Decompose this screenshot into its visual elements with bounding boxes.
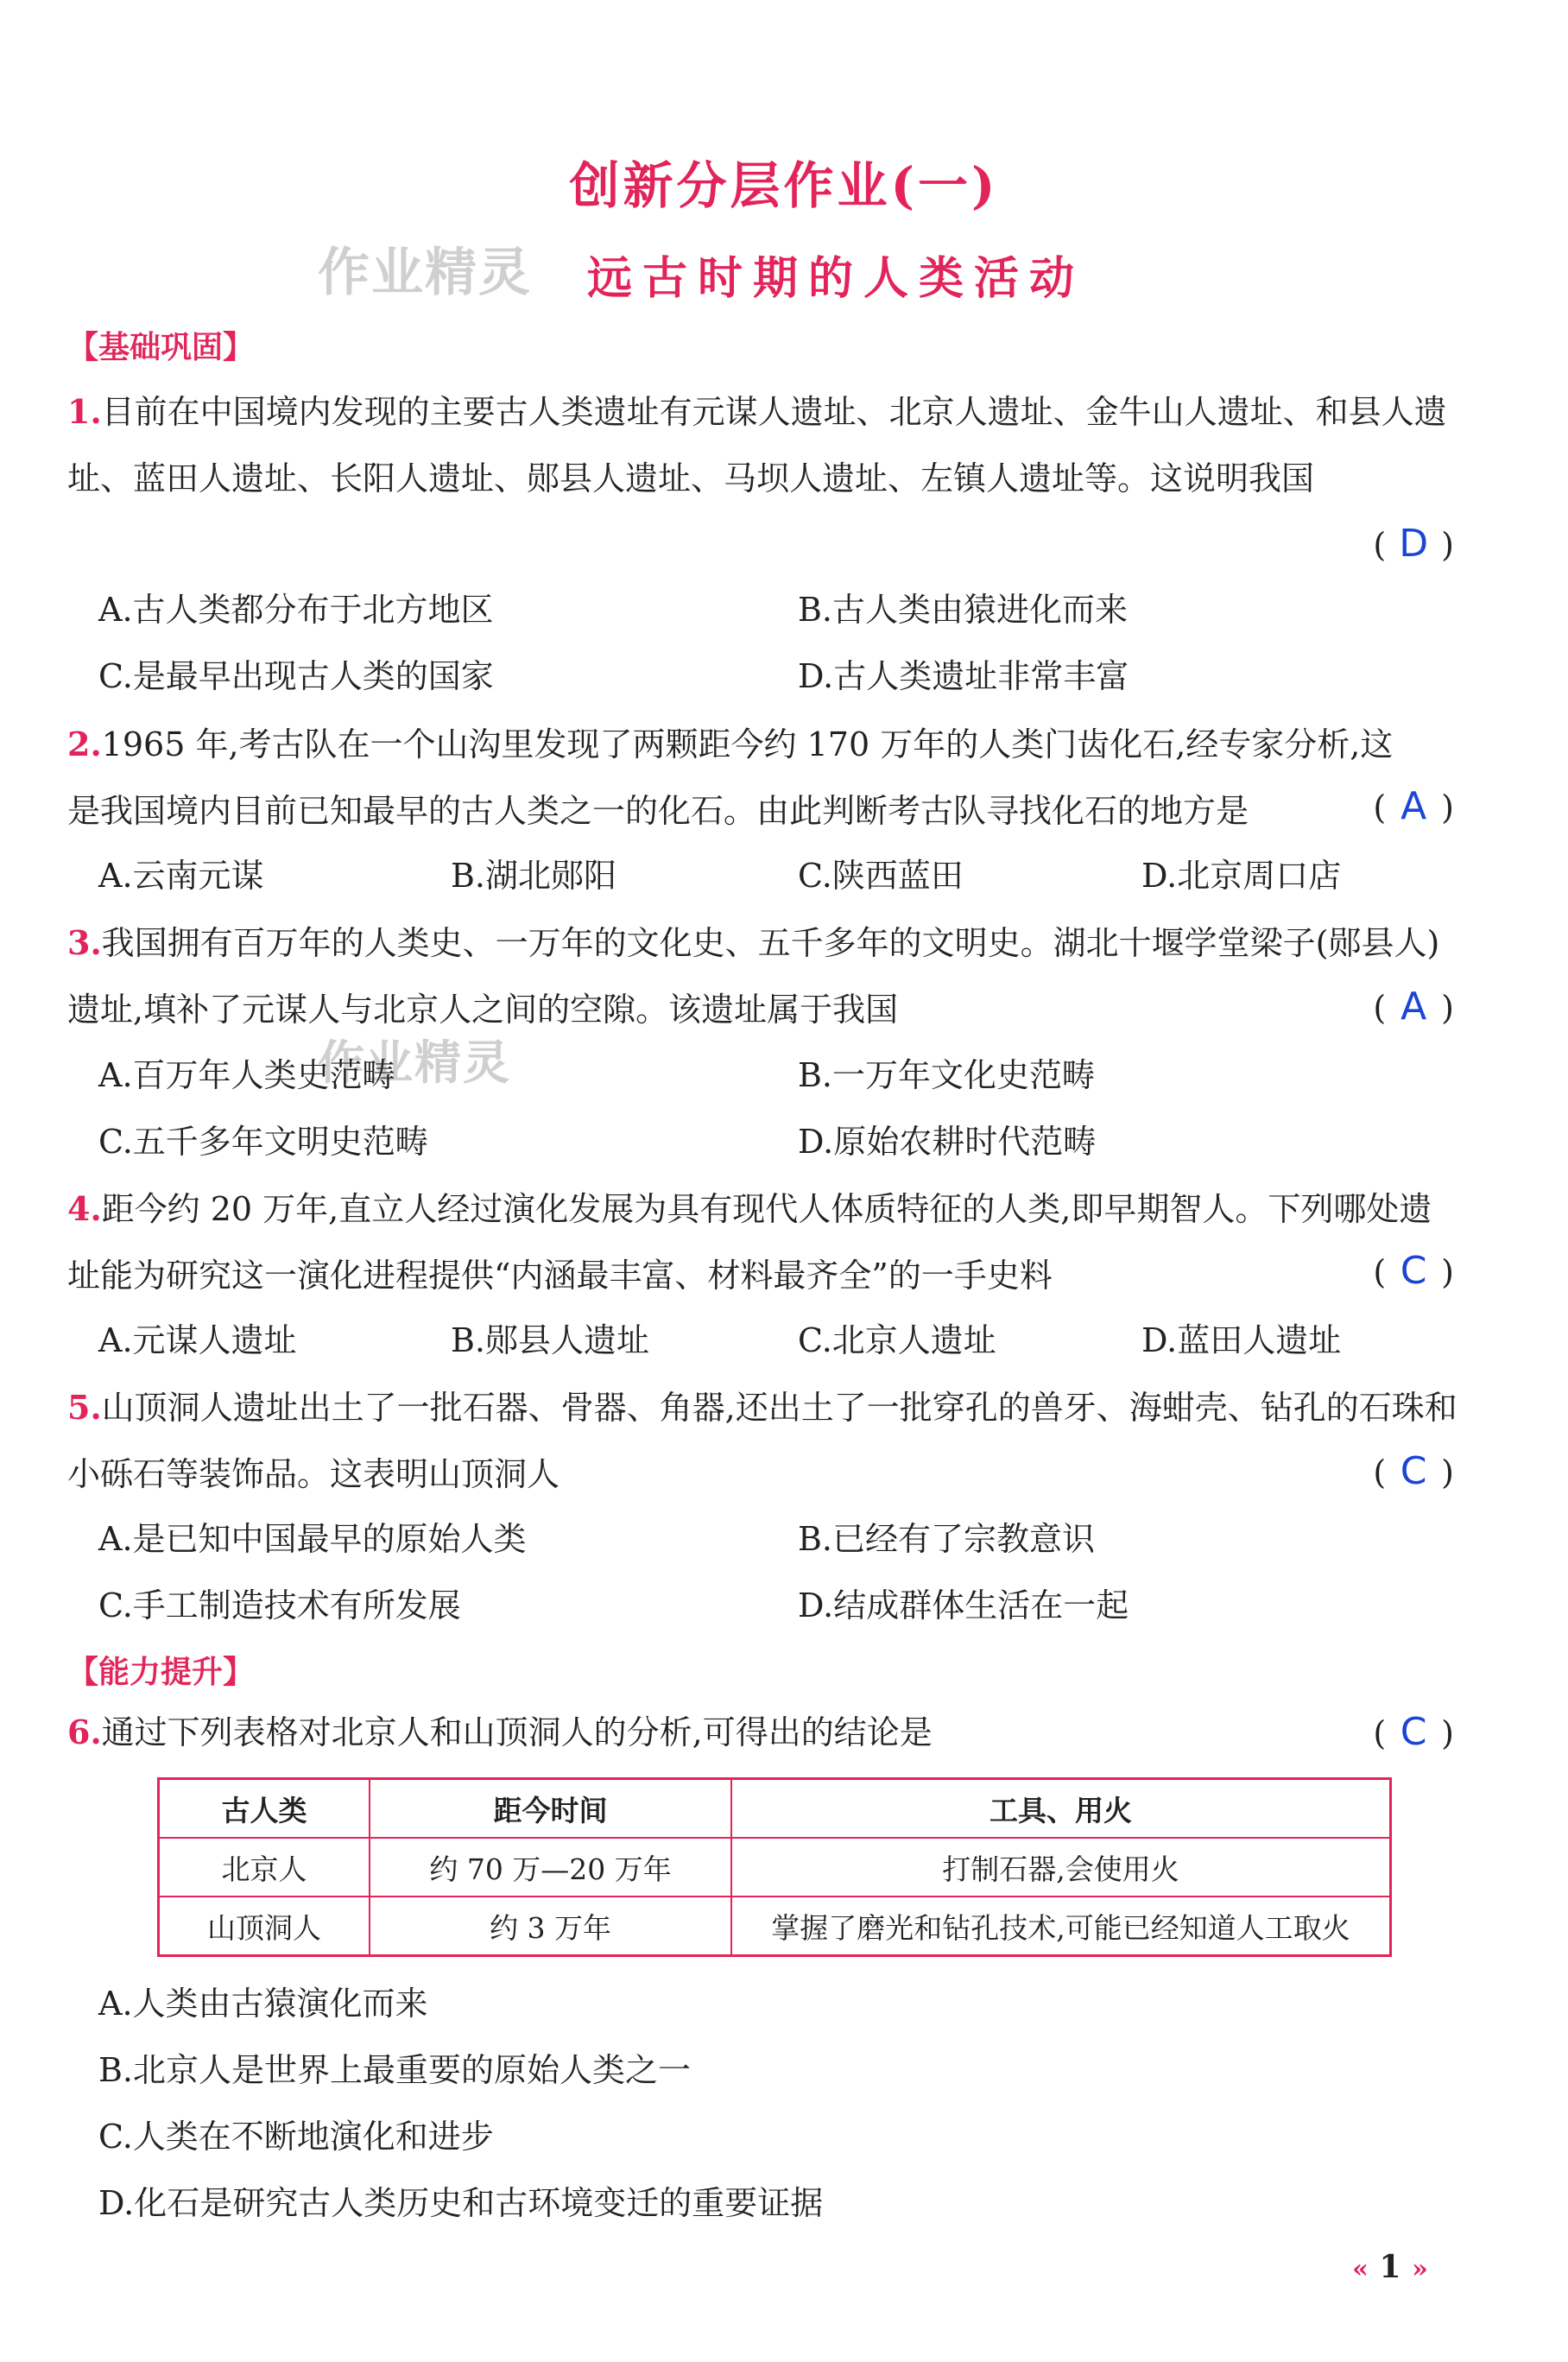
page-number-value: 1	[1379, 2249, 1401, 2285]
question-text: 距今约 20 万年,直立人经过演化发展为具有现代人体质特征的人类,即早期智人。下列哪处遗址能为研究这一演化进程提供“内涵最丰富、材料最齐全”的一手史料	[67, 1190, 1432, 1295]
option-3c: C.五千多年文明史范畴	[98, 1123, 428, 1161]
option-6d: D.化石是研究古人类历史和古环境变迁的重要证据	[98, 2184, 824, 2222]
question-number: 6.	[67, 1713, 102, 1751]
option-6b: B.北京人是世界上最重要的原始人类之一	[98, 2051, 692, 2089]
answer-1: ( D )	[1373, 522, 1454, 566]
question-2	[67, 711, 1414, 845]
table-cell: 打制石器,会使用火	[731, 1838, 1390, 1897]
option-1d: D.古人类遗址非常丰富	[798, 657, 1129, 695]
option-4d: D.蓝田人遗址	[1141, 1321, 1342, 1359]
answer-letter: C	[1400, 1249, 1427, 1293]
option-4b: B.郧县人遗址	[451, 1321, 650, 1359]
page-number	[1330, 2241, 1451, 2293]
page-title: 创新分层作业(一)	[569, 156, 999, 215]
question-text: 通过下列表格对北京人和山顶洞人的分析,可得出的结论是	[101, 1713, 933, 1751]
option-3a: A.百万年人类史范畴	[98, 1056, 395, 1094]
table-header-cell: 工具、用火	[731, 1779, 1390, 1839]
option-4c: C.北京人遗址	[798, 1321, 996, 1359]
question-text: 山顶洞人遗址出土了一批石器、骨器、角器,还出土了一批穿孔的兽牙、海蚶壳、钻孔的石珠和小砾石等装饰品。这表明山顶洞人	[67, 1389, 1457, 1493]
option-1a: A.古人类都分布于北方地区	[98, 591, 494, 629]
comparison-table	[157, 1777, 1392, 1957]
chevron-left-icon: «	[1352, 2254, 1369, 2284]
question-number: 1.	[67, 392, 102, 431]
answer-5: ( C )	[1373, 1449, 1454, 1493]
option-3d: D.原始农耕时代范畴	[798, 1123, 1097, 1161]
section-heading-basic: 【基础巩固】	[67, 330, 255, 365]
table-row	[159, 1897, 1391, 1956]
question-number: 5.	[67, 1388, 102, 1427]
option-1b: B.古人类由猿进化而来	[798, 591, 1129, 629]
question-number: 2.	[67, 725, 102, 763]
option-3b: B.一万年文化史范畴	[798, 1056, 1096, 1094]
option-5b: B.已经有了宗教意识	[798, 1520, 1096, 1558]
table-row	[159, 1838, 1391, 1897]
answer-3: ( A )	[1373, 985, 1454, 1029]
option-4a: A.元谋人遗址	[98, 1321, 297, 1359]
option-5a: A.是已知中国最早的原始人类	[98, 1520, 527, 1558]
option-1c: C.是最早出现古人类的国家	[98, 657, 494, 695]
question-5	[67, 1374, 1462, 1508]
table-header-cell: 距今时间	[370, 1779, 731, 1839]
question-3	[67, 909, 1462, 1043]
watermark: 作业精灵	[318, 1035, 511, 1090]
answer-4: ( C )	[1373, 1249, 1454, 1293]
question-4	[67, 1175, 1462, 1309]
answer-letter: A	[1400, 784, 1427, 828]
option-6a: A.人类由古猿演化而来	[98, 1985, 428, 2023]
section-heading-advanced: 【能力提升】	[67, 1655, 255, 1690]
table-cell: 约 70 万—20 万年	[370, 1838, 731, 1897]
question-text: 我国拥有百万年的人类史、一万年的文化史、五千多年的文明史。湖北十堰学堂梁子(郧县人)遗址,填补了元谋人与北京人之间的空隙。该遗址属于我国	[67, 924, 1440, 1029]
watermark: 作业精灵	[318, 243, 532, 303]
answer-letter: A	[1400, 985, 1427, 1029]
answer-letter: C	[1400, 1710, 1427, 1754]
answer-letter: D	[1399, 522, 1429, 566]
option-2a: A.云南元谋	[98, 857, 264, 895]
question-number: 3.	[67, 923, 102, 962]
option-5c: C.手工制造技术有所发展	[98, 1586, 461, 1624]
option-5d: D.结成群体生活在一起	[798, 1586, 1129, 1624]
table-cell: 掌握了磨光和钻孔技术,可能已经知道人工取火	[731, 1897, 1390, 1956]
answer-letter: C	[1400, 1449, 1427, 1493]
answer-2: ( A )	[1373, 784, 1454, 828]
table-header-row	[159, 1779, 1391, 1839]
chevron-right-icon: »	[1412, 2254, 1428, 2284]
option-2d: D.北京周口店	[1141, 857, 1342, 895]
table-header-cell: 古人类	[159, 1779, 370, 1839]
answer-6: ( C )	[1373, 1710, 1454, 1754]
table-cell: 山顶洞人	[159, 1897, 370, 1956]
question-6	[67, 1699, 1462, 1766]
option-2b: B.湖北郧阳	[451, 857, 617, 895]
question-1	[67, 378, 1462, 512]
question-text: 1965 年,考古队在一个山沟里发现了两颗距今约 170 万年的人类门齿化石,经专家分析,这是我国境内目前已知最早的古人类之一的化石。由此判断考古队寻找化石的地方是	[67, 725, 1394, 830]
option-6c: C.人类在不断地演化和进步	[98, 2118, 494, 2156]
table-cell: 约 3 万年	[370, 1897, 731, 1956]
option-2c: C.陕西蓝田	[798, 857, 964, 895]
question-text: 目前在中国境内发现的主要古人类遗址有元谋人遗址、北京人遗址、金牛山人遗址、和县人遗址、蓝田人遗址、长阳人遗址、郧县人遗址、马坝人遗址、左镇人遗址等。这说明我国	[67, 393, 1447, 497]
question-number: 4.	[67, 1189, 102, 1228]
table-cell: 北京人	[159, 1838, 370, 1897]
page-subtitle: 远古时期的人类活动	[586, 252, 1084, 305]
